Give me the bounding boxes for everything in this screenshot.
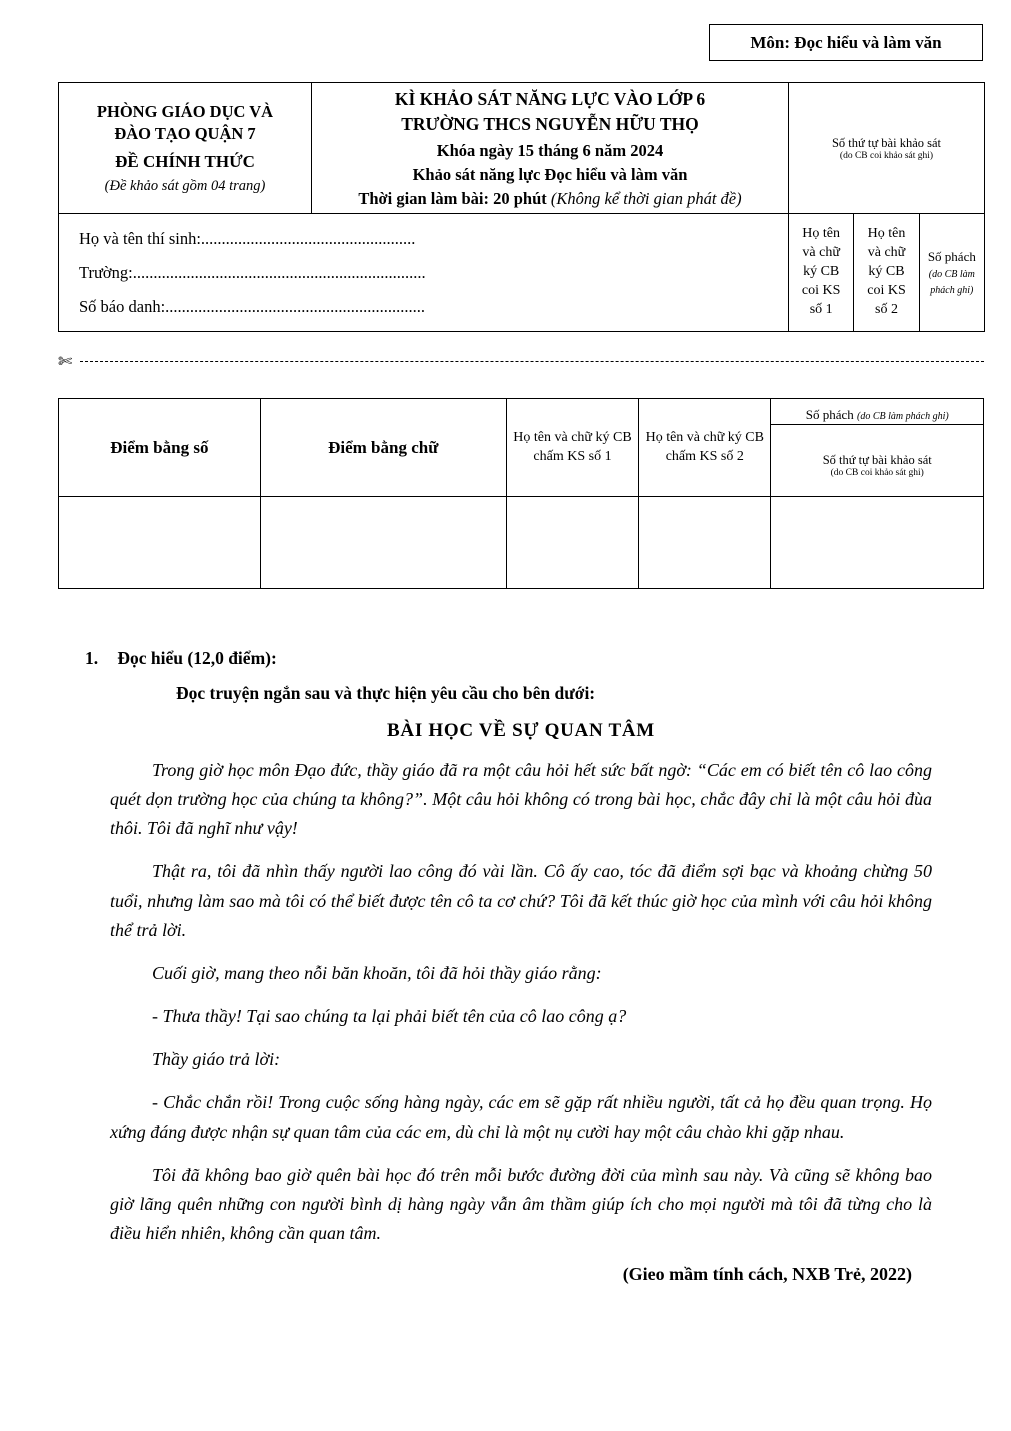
exam-duration-note: (Không kể thời gian phát đề)	[550, 189, 742, 208]
score-number-header: Điểm bằng số	[59, 399, 261, 497]
score-order-note: (do CB coi khảo sát ghi)	[830, 467, 924, 478]
student-info-cell	[59, 214, 789, 332]
question-1-label: Đọc hiểu (12,0 điểm):	[117, 648, 277, 668]
scissors-icon: ✄	[58, 352, 73, 371]
exam-duration-bold: Thời gian làm bài: 20 phút	[358, 189, 547, 208]
story-paragraph: - Thưa thầy! Tại sao chúng ta lại phải biết tên của cô lao công ạ?	[152, 1006, 627, 1027]
reading-instruction: Đọc truyện ngắn sau và thực hiện yêu cầu cho bên dưới:	[176, 683, 596, 703]
question-1-heading	[58, 648, 984, 669]
score-phach-note: (do CB làm phách ghi)	[857, 411, 949, 422]
phach-note: (do CB làm phách ghi)	[928, 268, 975, 296]
proctor1-cell: Họ tên và chữ ký CB coi KS số 1	[789, 214, 854, 332]
phach-cell	[919, 214, 984, 332]
exam-date: Khóa ngày 15 tháng 6 năm 2024	[436, 141, 664, 160]
score-word-blank[interactable]	[260, 497, 506, 589]
score-order-cell	[771, 425, 984, 497]
grader2-blank[interactable]	[639, 497, 771, 589]
exam-header-table	[58, 82, 985, 332]
story-paragraph: Tôi đã không bao giờ quên bài học đó trên mỗi bước đường đời của mình sau này. Và cũng sẽ không bao giờ lãng quên những con người bình dị hàng ngày vẫn âm thầm giúp ích cho mọi người mà tôi đã từng cho là điều hiển nhiên, không cần quan tâm.	[110, 1164, 932, 1244]
phach-label: Số phách	[927, 248, 976, 264]
exam-content	[58, 648, 984, 1285]
student-name-field[interactable]: Họ và tên thí sinh:....................................................	[79, 228, 416, 248]
story-paragraph: - Chắc chắn rồi! Trong cuộc sống hàng ngày, các em sẽ gặp rất nhiều người, tất cả họ đều quan trọng. Họ xứng đáng được nhận sự quan tâm của các em, dù chỉ là một nụ cười hay một câu chào khi gặp nhau.	[110, 1092, 932, 1142]
department-line2: ĐÀO TẠO QUẬN 7	[114, 124, 256, 143]
student-exam-number-field[interactable]: Số báo danh:...............................................................	[79, 296, 426, 316]
story-paragraph: Cuối giờ, mang theo nỗi băn khoăn, tôi đã hỏi thầy giáo rằng:	[152, 962, 602, 983]
department-cell	[59, 83, 312, 214]
exam-subject-line: Khảo sát năng lực Đọc hiểu và làm văn	[412, 165, 688, 184]
score-phach-cell	[771, 399, 984, 425]
exam-title-cell	[312, 83, 789, 214]
score-order-label: Số thứ tự bài khảo sát	[822, 452, 932, 467]
cut-line	[58, 352, 984, 369]
order-number-note: (do CB coi khảo sát ghi)	[839, 150, 934, 161]
grader2-cell: Họ tên và chữ ký CB chấm KS số 2	[639, 399, 771, 497]
exam-line1: KÌ KHẢO SÁT NĂNG LỰC VÀO LỚP 6	[394, 89, 706, 109]
grader1-blank[interactable]	[506, 497, 638, 589]
score-table	[58, 398, 984, 589]
exam-line2: TRƯỜNG THCS NGUYỄN HỮU THỌ	[401, 113, 699, 134]
subject-box	[709, 24, 983, 61]
pages-note: (Đề khảo sát gồm 04 trang)	[104, 178, 266, 195]
grader1-cell: Họ tên và chữ ký CB chấm KS số 1	[506, 399, 638, 497]
proctor2-cell: Họ tên và chữ ký CB coi KS số 2	[854, 214, 919, 332]
score-phach-label: Số phách	[805, 407, 854, 422]
department-line1: PHÒNG GIÁO DỤC VÀ	[96, 101, 274, 121]
story-paragraph: Trong giờ học môn Đạo đức, thầy giáo đã ra một câu hỏi hết sức bất ngờ: “Các em có biết tên cô lao công quét dọn trường học của chúng ta không?”. Một câu hỏi không có trong bài học, chắc đây chỉ là một câu hỏi đùa thôi. Tôi đã nghĩ như vậy!	[110, 760, 932, 839]
story-paragraph: Thật ra, tôi đã nhìn thấy người lao công đó vài lần. Cô ấy cao, tóc đã điểm sợi bạc và khoảng chừng 50 tuổi, nhưng làm sao mà tôi có thể biết được tên cô ta cơ chứ? Tôi đã kết thúc giờ học của mình với câu hỏi không thể trả lời.	[110, 861, 932, 940]
score-word-header: Điểm bằng chữ	[260, 399, 506, 497]
exam-duration	[318, 185, 782, 209]
story-source: (Gieo mầm tính cách, NXB Trẻ, 2022)	[622, 1264, 912, 1285]
subject-label: Môn: Đọc hiểu và làm văn	[750, 32, 942, 52]
dashed-divider	[80, 361, 984, 362]
score-right-blank[interactable]	[771, 497, 984, 589]
order-number-cell	[789, 83, 985, 214]
student-school-field[interactable]: Trường:.......................................................................	[79, 262, 426, 282]
question-1-number: 1.	[85, 648, 99, 668]
story-title: BÀI HỌC VỀ SỰ QUAN TÂM	[387, 720, 655, 741]
score-number-blank[interactable]	[59, 497, 261, 589]
order-number-title: Số thứ tự bài khảo sát	[831, 135, 942, 150]
official-label: ĐỀ CHÍNH THỨC	[115, 152, 255, 172]
story-paragraph: Thầy giáo trả lời:	[152, 1049, 281, 1070]
